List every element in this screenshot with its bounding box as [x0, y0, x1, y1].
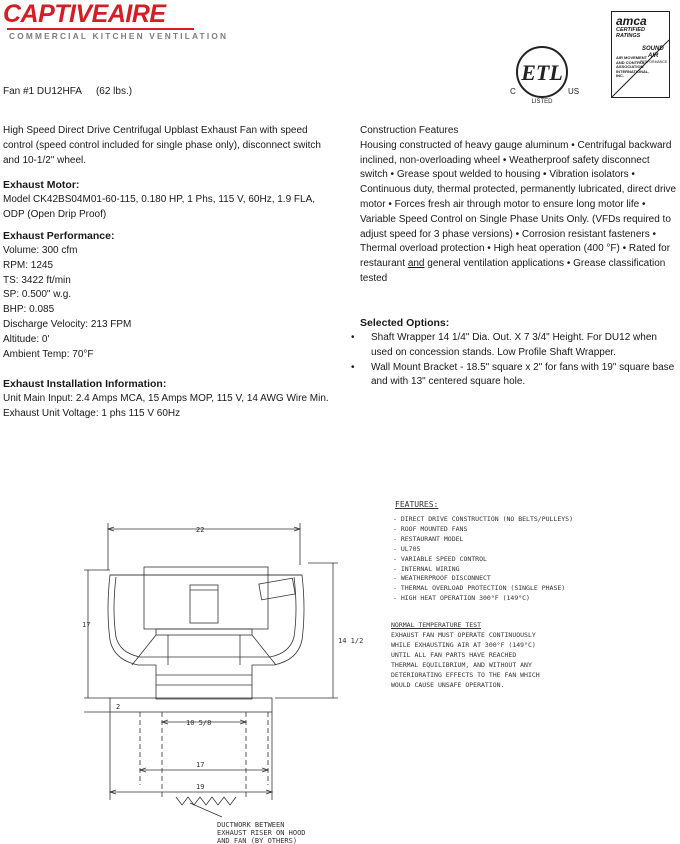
dim-17-bottom: 17: [196, 761, 205, 769]
amca-title: amca: [616, 14, 647, 28]
feature-item: - THERMAL OVERLOAD PROTECTION (SINGLE PHASE): [393, 584, 566, 593]
temp-line: DETERIORATING EFFECTS TO THE FAN WHICH: [391, 671, 540, 679]
construction-text: Housing constructed of heavy gauge aluminum • Centrifugal backward inclined, non-overloading wheel • Weatherproof safety disconnect switch • Grease spout welded to housing • Vibration isolators • Continuous duty, thermal protected, permanently lubricated, direct drive motor • Forces fresh air through motor to ensure long motor life • Variable Speed Control on Single Phase Units Only. (VFDs required to adjust speed for 3 phase versions) • Corrosion resistant fasteners • Thermal overload protection • High heat operation (400 °F) • Rated for restaurant and general ventilation applications • Grease classification tested: [360, 139, 677, 284]
installation-section: [3, 377, 333, 422]
option-item: • Wall Mount Bracket - 18.5" square x 2" for fans with 19" square base and with 13" centered square hole.: [360, 361, 680, 391]
perf-row: BHP: 0.085: [3, 304, 55, 316]
options-heading: Selected Options:: [360, 317, 450, 329]
motor-heading: Exhaust Motor:: [3, 179, 80, 191]
etl-c: C: [510, 87, 516, 96]
logo-underline: [7, 28, 194, 30]
fan-weight: (62 lbs.): [95, 86, 133, 97]
feature-item: - HIGH HEAT OPERATION 300°F (149°C): [393, 594, 530, 603]
duct-note-line: AND FAN (BY OTHERS): [217, 837, 298, 844]
features-heading: FEATURES:: [395, 500, 439, 509]
feature-item: - UL705: [393, 544, 421, 553]
motor-text: Model CK42BS04M01-60-115, 0.180 HP, 1 Phs, 115 V, 60Hz, 1.9 FLA, ODP (Open Drip Proof): [3, 194, 316, 220]
perf-row: Volume: 300 cfm: [3, 245, 78, 256]
feature-item: - VARIABLE SPEED CONTROL: [393, 554, 487, 563]
amca-side-text: AIR MOVEMENT AND CONTROL ASSOCIATION INTERNATIONAL, INC.: [616, 55, 650, 78]
amca-sound: SOUND: [642, 46, 664, 52]
temp-line: WOULD CAUSE UNSAFE OPERATION.: [391, 681, 505, 689]
amca-logo: [611, 11, 670, 98]
perf-row: Altitude: 0': [3, 333, 50, 345]
options-section: [360, 316, 680, 390]
performance-heading: Exhaust Performance:: [3, 230, 115, 242]
dim-2: 2: [116, 703, 121, 711]
perf-row: Discharge Velocity: 213 FPM: [3, 318, 132, 330]
etl-listed-logo: [496, 42, 588, 106]
fan-description: High Speed Direct Drive Centrifugal Upblast Exhaust Fan with speed control (speed control included for single phase only), disconnect switch and 10-1/2" wheel.: [3, 125, 321, 166]
temp-line: THERMAL EQUILIBRIUM, AND WITHOUT ANY: [391, 661, 532, 669]
etl-us: US: [568, 87, 580, 96]
motor-section: [3, 178, 333, 223]
installation-heading: Exhaust Installation Information:: [3, 378, 167, 390]
perf-row: SP: 0.500" w.g.: [3, 289, 72, 301]
temp-line: UNTIL ALL FAN PARTS HAVE REACHED: [391, 651, 517, 659]
installation-input: Unit Main Input: 2.4 Amps MCA, 15 Amps MOP, 115 V, 14 AWG Wire Min.: [3, 393, 329, 404]
fan-label-line: [3, 86, 132, 97]
duct-note-line: DUCTWORK BETWEEN: [217, 821, 285, 829]
perf-row: TS: 3422 ft/min: [3, 274, 71, 286]
dim-14-half: 14 1/2: [338, 637, 364, 645]
etl-mark: ETL: [521, 60, 563, 85]
logo-subtitle: COMMERCIAL KITCHEN VENTILATION: [9, 31, 229, 41]
temp-heading: NORMAL TEMPERATURE TEST: [391, 621, 482, 629]
temp-line: EXHAUST FAN MUST OPERATE CONTINUOUSLY: [391, 631, 536, 639]
perf-row: Ambient Temp: 70°F: [3, 348, 94, 360]
installation-voltage: Exhaust Unit Voltage: 1 phs 115 V 60Hz: [3, 407, 181, 419]
fan-drawing: [80, 515, 370, 844]
captiveaire-logo: CAPTIVEAIRE: [3, 0, 166, 28]
construction-section: [360, 124, 680, 287]
feature-item: - WEATHERPROOF DISCONNECT: [393, 574, 491, 583]
dim-10-5-8: 10 5/8: [186, 719, 212, 727]
amca-performance: PERFORMANCE: [640, 60, 668, 64]
dim-22: 22: [196, 526, 205, 534]
temp-line: WHILE EXHAUSTING AIR AT 300°F (149°C): [391, 641, 536, 649]
dim-17-left: 17: [82, 621, 91, 629]
temperature-test: [391, 620, 540, 690]
amca-air: AIR: [648, 53, 659, 59]
drawing-features: [393, 500, 573, 604]
etl-listed: LISTED: [531, 99, 553, 105]
performance-section: [3, 229, 333, 362]
amca-certified: CERTIFIED: [616, 27, 645, 33]
amca-ratings: RATINGS: [616, 33, 641, 39]
duct-note-line: EXHAUST RISER ON HOOD: [217, 829, 306, 837]
feature-item: - INTERNAL WIRING: [393, 564, 460, 573]
dim-19: 19: [196, 783, 205, 791]
construction-heading: Construction Features: [360, 125, 459, 136]
perf-row: RPM: 1245: [3, 259, 54, 271]
fan-label: Fan #1 DU12HFA: [3, 86, 82, 97]
option-item: • Shaft Wrapper 14 1/4" Dia. Out. X 7 3/4" Height. For DU12 when used on concession stands. Low Profile Shaft Wrapper.: [360, 331, 680, 361]
feature-item: - DIRECT DRIVE CONSTRUCTION (NO BELTS/PULLEYS): [393, 515, 574, 523]
feature-item: - RESTAURANT MODEL: [393, 534, 464, 543]
feature-item: - ROOF MOUNTED FANS: [393, 524, 468, 533]
